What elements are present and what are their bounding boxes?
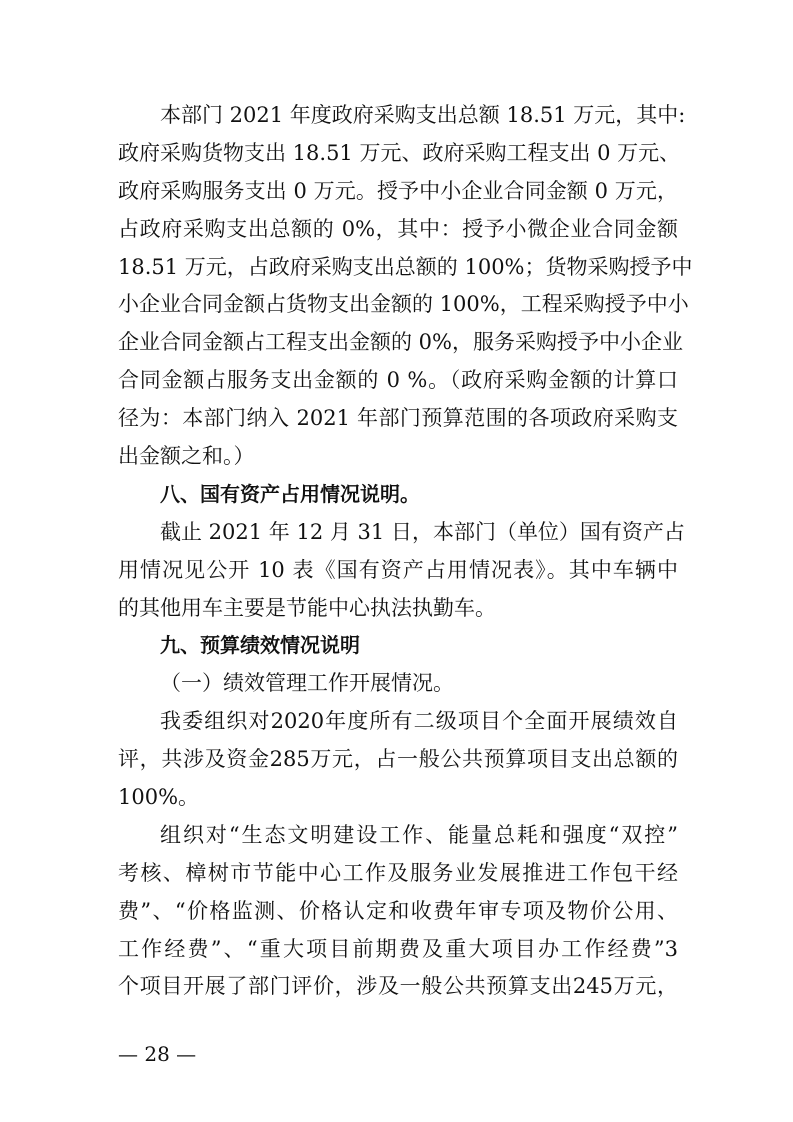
text-line: 用情况见公开 10 表《国有资产占用情况表》。其中车辆中 — [118, 557, 678, 582]
section-heading-8: 八、国有资产占用情况说明。 — [160, 481, 420, 506]
text-line: 费”、“价格监测、价格认定和收费年审专项及物价公用、 — [118, 898, 678, 923]
paragraph-department-evaluation — [118, 817, 678, 1006]
text-line: 个项目开展了部门评价，涉及一般公共预算支出245万元， — [118, 974, 678, 999]
document-body — [118, 97, 693, 1006]
page-number: — 28 — — [118, 1042, 197, 1066]
subsection-heading-1: （一）绩效管理工作开展情况。 — [160, 671, 454, 696]
text-line: 我委组织对2020年度所有二级项目个全面开展绩效自 — [160, 709, 678, 734]
text-line: 的其他用车主要是节能中心执法执勤车。 — [118, 595, 496, 620]
text-line: 组织对“生态文明建设工作、能量总耗和强度“双控” — [160, 822, 678, 847]
paragraph-self-evaluation — [118, 703, 678, 817]
text-line: 100%。 — [118, 785, 200, 810]
paragraph-assets — [118, 514, 685, 628]
text-line: 评，共涉及资金285万元，占一般公共预算项目支出总额的 — [118, 747, 678, 772]
text-line: 出金额之和。） — [118, 444, 255, 469]
text-line: 合同金额占服务支出金额的 0 %。（政府采购金额的计算口 — [118, 368, 678, 393]
text-line: 工作经费”、“重大项目前期费及重大项目办工作经费”3 — [118, 936, 678, 961]
text-line: 考核、樟树市节能中心工作及服务业发展推进工作包干经 — [118, 860, 678, 885]
paragraph-procurement — [118, 97, 693, 476]
text-line: 企业合同金额占工程支出金额的 0%，服务采购授予中小企业 — [118, 330, 683, 355]
text-line: 占政府采购支出总额的 0%，其中：授予小微企业合同金额 — [118, 216, 678, 241]
text-line: 政府采购服务支出 0 万元。授予中小企业合同金额 0 万元， — [118, 178, 678, 203]
text-line: 政府采购货物支出 18.51 万元、政府采购工程支出 0 万元、 — [118, 140, 681, 165]
section-heading-9: 九、预算绩效情况说明 — [160, 633, 360, 658]
text-line: 截止 2021 年 12 月 31 日，本部门（单位）国有资产占 — [160, 519, 685, 544]
text-line: 18.51 万元，占政府采购支出总额的 100%；货物采购授予中 — [118, 254, 693, 279]
text-line: 径为：本部门纳入 2021 年部门预算范围的各项政府采购支 — [118, 406, 678, 431]
text-line: 本部门 2021 年度政府采购支出总额 18.51 万元，其中: — [160, 103, 686, 127]
text-line: 小企业合同金额占货物支出金额的 100%，工程采购授予中小 — [118, 292, 689, 317]
